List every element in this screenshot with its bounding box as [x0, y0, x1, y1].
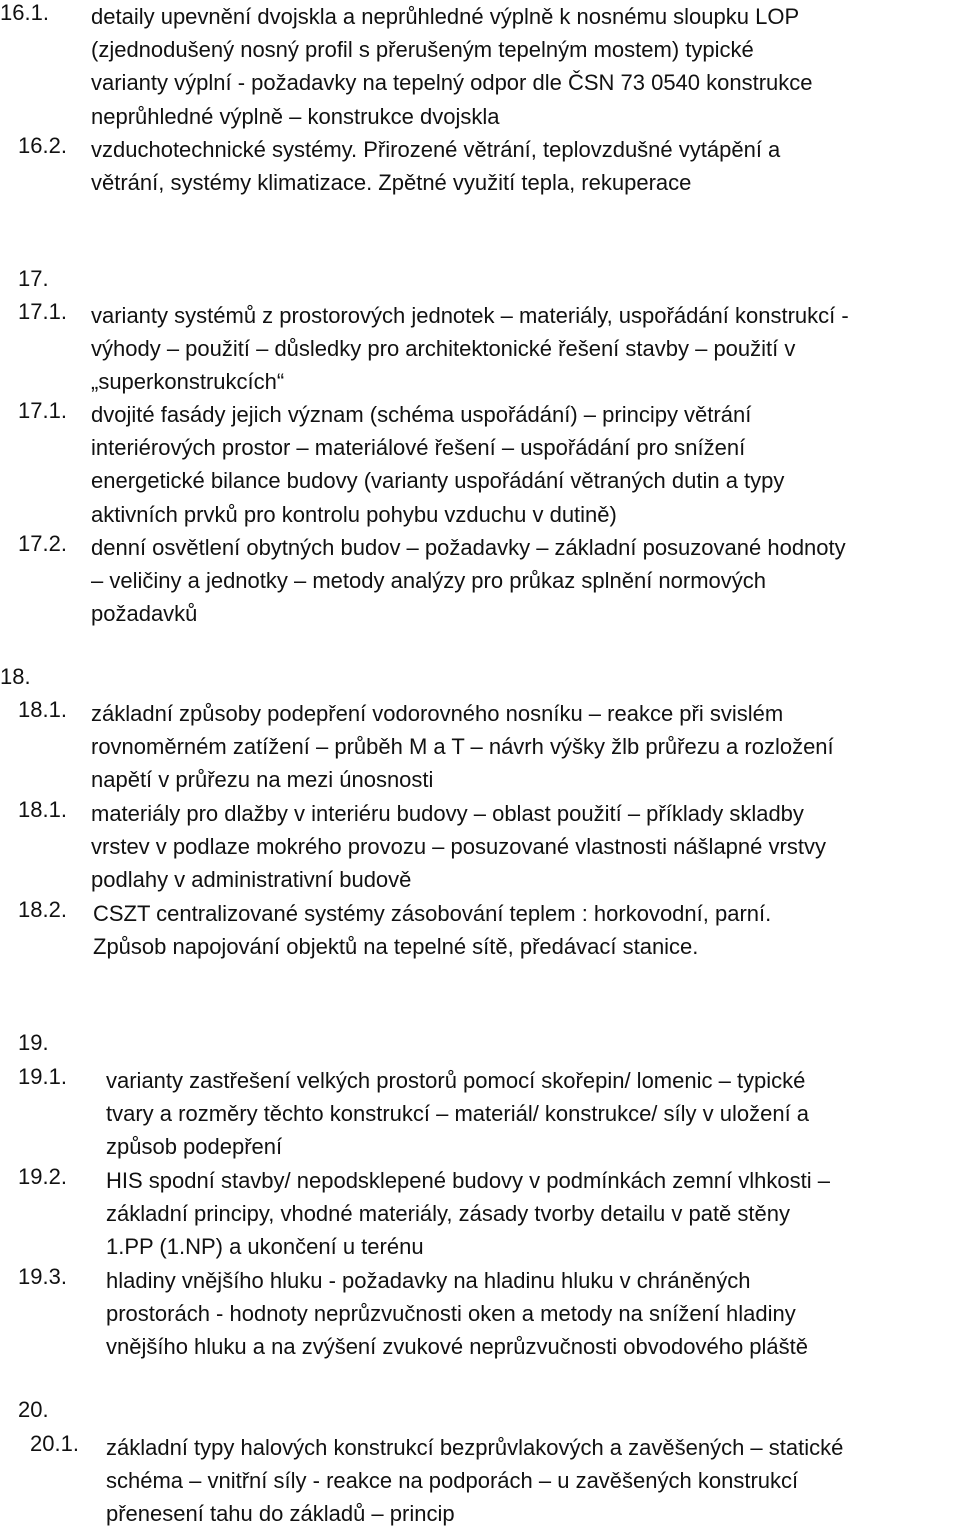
text-line: základní principy, vhodné materiály, zásady tvorby detailu v patě stěny [106, 1201, 790, 1227]
text-line: 1.PP (1.NP) a ukončení u terénu [106, 1234, 424, 1260]
item-number: 19.2. [18, 1164, 67, 1189]
item-number: 18.2. [18, 897, 67, 922]
item-number: 19.3. [18, 1264, 67, 1289]
text-line: HIS spodní stavby/ nepodsklepené budovy v podmínkách zemní vlhkosti – [106, 1168, 830, 1193]
item-text [91, 697, 834, 797]
text-line: CSZT centralizované systémy zásobování teplem : horkovodní, parní. [93, 901, 772, 926]
item-text [91, 0, 813, 133]
text-line: vzduchotechnické systémy. Přirozené větrání, teplovzdušné vytápění a [91, 137, 781, 162]
section-heading: 17. [18, 266, 49, 291]
text-line: přenesení tahu do základů – princip [106, 1501, 455, 1527]
text-line: tvary a rozměry těchto konstrukcí – materiál/ konstrukce/ síly v uložení a [106, 1101, 810, 1127]
item-text [93, 897, 771, 963]
item-text [106, 1064, 809, 1164]
text-line: neprůhledné výplně – konstrukce dvojskla [91, 103, 500, 129]
item-number: 20.1. [30, 1431, 79, 1456]
text-line: vnějšího hluku a na zvýšení zvukové neprůzvučnosti obvodového pláště [106, 1334, 808, 1360]
item-text [106, 1431, 843, 1531]
text-line: denní osvětlení obytných budov – požadavky – základní posuzované hodnoty [91, 535, 846, 560]
item-number: 16.1. [0, 0, 49, 25]
item-number: 18.1. [18, 697, 67, 722]
section-heading: 18. [0, 664, 31, 689]
text-line: varianty systémů z prostorových jednotek – materiály, uspořádání konstrukcí - [91, 303, 849, 328]
text-line: základní způsoby podepření vodorovného nosníku – reakce při svislém [91, 701, 784, 726]
text-line: podlahy v administrativní budově [91, 867, 412, 893]
text-line: základní typy halových konstrukcí bezprůvlakových a zavěšených – statické [106, 1435, 844, 1460]
text-line: „superkonstrukcích“ [91, 369, 285, 395]
text-line: schéma – vnitřní síly - reakce na podporách – u zavěšených konstrukcí [106, 1468, 799, 1494]
item-number: 16.2. [18, 133, 67, 158]
section-heading: 20. [18, 1397, 49, 1422]
item-text [91, 531, 846, 631]
text-line: způsob podepření [106, 1134, 283, 1160]
item-number: 18.1. [18, 797, 67, 822]
text-line: interiérových prostor – materiálové řešení – uspořádání pro snížení [91, 435, 746, 461]
text-line: požadavků [91, 601, 198, 627]
text-line: výhody – použití – důsledky pro architektonické řešení stavby – použití v [91, 336, 796, 362]
item-number: 17.1. [18, 299, 67, 324]
text-line: Způsob napojování objektů na tepelné sítě, předávací stanice. [93, 934, 699, 960]
text-line: (zjednodušený nosný profil s přerušeným tepelným mostem) typické [91, 37, 754, 63]
text-line: napětí v průřezu na mezi únosnosti [91, 767, 434, 793]
item-text [91, 797, 826, 897]
text-line: – veličiny a jednotky – metody analýzy pro průkaz splnění normových [91, 568, 767, 594]
text-line: varianty výplní - požadavky na tepelný odpor dle ČSN 73 0540 konstrukce [91, 70, 813, 96]
item-text [106, 1264, 808, 1364]
item-text [91, 133, 780, 199]
item-text [106, 1164, 830, 1264]
text-line: hladiny vnějšího hluku - požadavky na hladinu hluku v chráněných [106, 1268, 751, 1293]
item-number: 17.1. [18, 398, 67, 423]
text-line: prostorách - hodnoty neprůzvučnosti oken a metody na snížení hladiny [106, 1301, 796, 1327]
item-number: 19.1. [18, 1064, 67, 1089]
item-number: 17.2. [18, 531, 67, 556]
text-line: vrstev v podlaze mokrého provozu – posuzované vlastnosti nášlapné vrstvy [91, 834, 826, 860]
section-heading: 19. [18, 1030, 49, 1055]
text-line: varianty zastřešení velkých prostorů pomocí skořepin/ lomenic – typické [106, 1068, 806, 1093]
text-line: dvojité fasády jejich význam (schéma uspořádání) – principy větrání [91, 402, 752, 427]
text-line: materiály pro dlažby v interiéru budovy – oblast použití – příklady skladby [91, 801, 804, 826]
item-text [91, 299, 849, 399]
text-line: detaily upevnění dvojskla a neprůhledné výplně k nosnému sloupku LOP [91, 4, 800, 29]
text-line: aktivních prvků pro kontrolu pohybu vzduchu v dutině) [91, 501, 617, 527]
text-line: energetické bilance budovy (varianty uspořádání větraných dutin a typy [91, 468, 785, 494]
text-line: větrání, systémy klimatizace. Zpětné využití tepla, rekuperace [91, 170, 692, 196]
item-text [91, 398, 784, 531]
text-line: rovnoměrném zatížení – průběh M a T – návrh výšky žlb průřezu a rozložení [91, 734, 834, 760]
